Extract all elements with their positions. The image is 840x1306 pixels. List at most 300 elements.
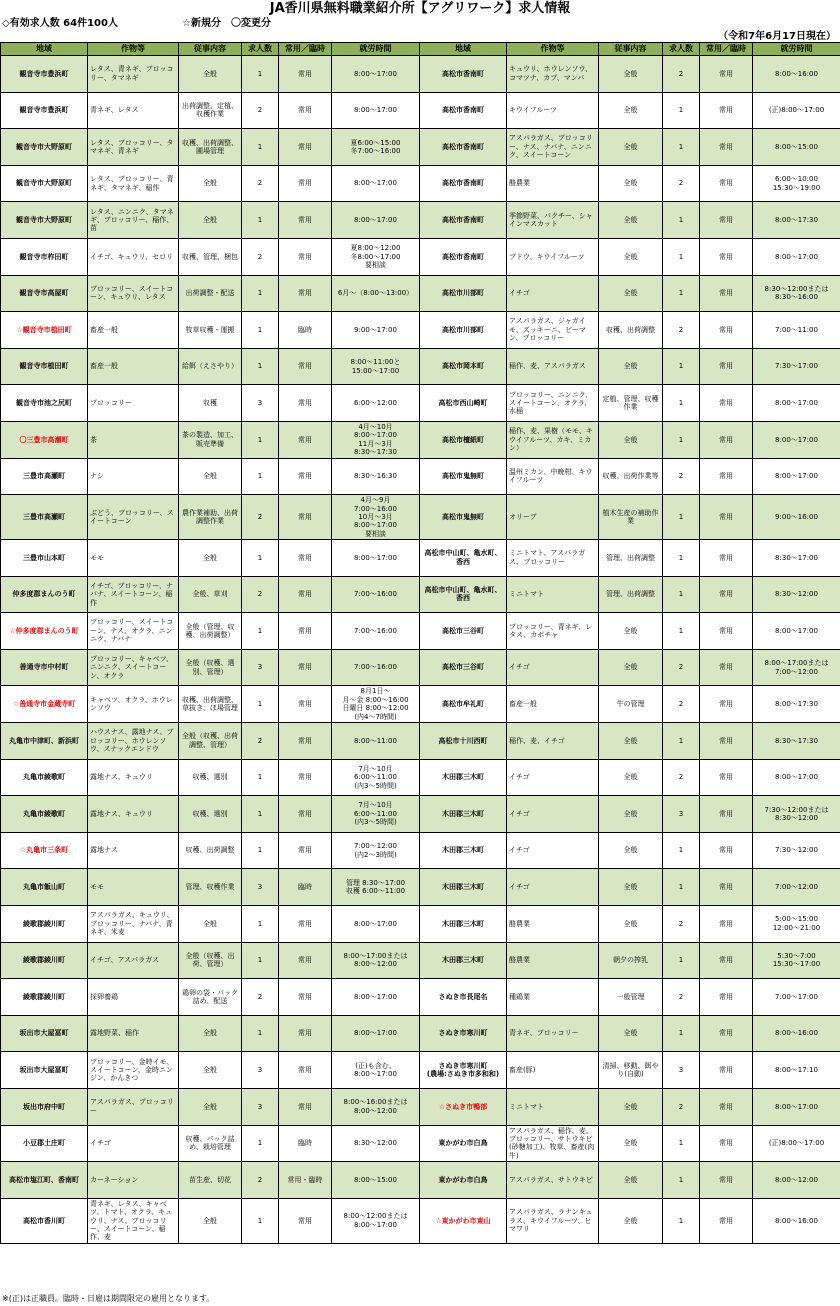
cell-area: ☆観音寺市植田町 — [1, 312, 88, 349]
cell-work: 全般 — [599, 649, 663, 686]
cell-work: 一般管理 — [599, 979, 663, 1016]
cell-area: 高松市香南町 — [420, 202, 507, 239]
cell-crop: アスパラガス、ブロッコリー — [88, 1088, 179, 1125]
cell-count: 1 — [663, 275, 700, 312]
table-row — [1, 238, 840, 275]
table-row — [1, 1015, 840, 1052]
cell-work: 全般 — [599, 202, 663, 239]
cell-count: 1 — [663, 348, 700, 385]
cell-area: 観音寺市柞田町 — [1, 238, 88, 275]
cell-count: 1 — [663, 869, 700, 906]
cell-type: 常用 — [700, 723, 753, 760]
cell-type: 常用 — [279, 942, 332, 979]
cell-hours: 8:30～16:30 — [332, 458, 420, 495]
cell-hours: 6:00～10:00 15:30～19:00 — [753, 165, 840, 202]
cell-count: 2 — [663, 1088, 700, 1125]
cell-type: 常用 — [279, 759, 332, 796]
table-row — [1, 649, 840, 686]
cell-hours: 8:00～17:00または 8:00～12:00 — [332, 942, 420, 979]
cell-work: 全般 — [599, 832, 663, 869]
table-row — [1, 979, 840, 1016]
cell-type: 常用 — [700, 56, 753, 93]
cell-type: 常用 — [700, 275, 753, 312]
cell-hours: 管理 8:30～17:00 収穫 6:00～11:00 — [332, 869, 420, 906]
cell-type: 常用 — [279, 613, 332, 650]
cell-area: 小豆郡土庄町 — [1, 1125, 88, 1162]
cell-area: さぬき市寒川町 — [420, 1015, 507, 1052]
cell-work: 農作業補助、出荷調整作業 — [179, 495, 242, 540]
cell-hours: 8:00～16:00 — [753, 1015, 840, 1052]
table-row — [1, 1088, 840, 1125]
cell-hours: 8:00～12:00または 8:00～17:00 — [332, 1198, 420, 1243]
cell-count: 2 — [242, 495, 279, 540]
cell-count: 1 — [663, 1162, 700, 1199]
cell-crop: ブロッコリー、スイートコーン、キュウリ、レタス — [88, 275, 179, 312]
cell-type: 常用 — [279, 1088, 332, 1125]
cell-work: 全般 — [599, 906, 663, 943]
cell-work: 全般 — [599, 129, 663, 166]
cell-type: 臨時 — [279, 869, 332, 906]
cell-type: 常用 — [700, 832, 753, 869]
cell-hours: 8:00～17:00 — [332, 979, 420, 1016]
cell-crop: ミニトマト — [507, 576, 599, 613]
cell-count: 1 — [242, 686, 279, 723]
cell-work: 全般、草刈 — [179, 576, 242, 613]
cell-hours: 7月～10月 6:00～11:00 (内3～5時間) — [332, 759, 420, 796]
cell-work: 収穫、選別 — [179, 796, 242, 833]
cell-hours: (正)も含む。 8:00～17:00 — [332, 1052, 420, 1089]
legend-marks: ☆新規分 〇変更分 — [182, 18, 271, 29]
cell-area: 観音寺市大野原町 — [1, 165, 88, 202]
cell-count: 1 — [242, 613, 279, 650]
cell-count: 1 — [242, 129, 279, 166]
cell-hours: 8:00～17:00 — [753, 458, 840, 495]
cell-crop: 畜産一般 — [88, 312, 179, 349]
cell-type: 常用 — [700, 649, 753, 686]
cell-area: 高松市岡本町 — [420, 348, 507, 385]
cell-crop: イチゴ — [507, 649, 599, 686]
cell-crop: 畜産(豚) — [507, 1052, 599, 1089]
table-row — [1, 458, 840, 495]
cell-type: 常用 — [700, 421, 753, 458]
cell-work: 牧草収穫・運搬 — [179, 312, 242, 349]
table-row — [1, 613, 840, 650]
cell-count: 2 — [663, 312, 700, 349]
cell-crop: アスパラガス、キュウリ、ブロッコリー、ナバナ、青ネギ、米麦 — [88, 906, 179, 943]
cell-count: 1 — [242, 202, 279, 239]
table-row — [1, 129, 840, 166]
cell-area: 坂出市大屋冨町 — [1, 1052, 88, 1089]
cell-work: 収穫、出荷調整 — [599, 312, 663, 349]
cell-area: 三豊市高瀬町 — [1, 458, 88, 495]
cell-hours: 8:00～17:10 — [753, 1052, 840, 1089]
as-of-date: （令和7年6月17日現在） — [718, 31, 836, 42]
cell-work: 出荷調整、定植、収穫作業 — [179, 92, 242, 129]
cell-crop: 季節野菜、パクチー、シャインマスカット — [507, 202, 599, 239]
cell-work: 全般 — [179, 1052, 242, 1089]
cell-area: 観音寺市植田町 — [1, 348, 88, 385]
header-hours-right: 就労時間 — [753, 43, 840, 56]
cell-crop: 採卵養鶏 — [88, 979, 179, 1016]
cell-area: ☆仲多度郡まんのう町 — [1, 613, 88, 650]
cell-work: 全般 — [179, 458, 242, 495]
cell-area: 高松市香南町 — [420, 165, 507, 202]
cell-crop: 稲作、麦、イチゴ — [507, 723, 599, 760]
cell-hours: 8:00～17:00 — [332, 165, 420, 202]
cell-type: 常用 — [279, 495, 332, 540]
cell-area: 観音寺市大野原町 — [1, 129, 88, 166]
cell-count: 2 — [663, 906, 700, 943]
cell-crop: ブロッコリー、スイートコーン、ナス、オクラ、ニンニク、ナバナ — [88, 613, 179, 650]
cell-type: 常用 — [700, 202, 753, 239]
cell-crop: レタス、ブロッコリー、青ネギ、タマネギ、稲作 — [88, 165, 179, 202]
table-row — [1, 56, 840, 93]
cell-type: 常用 — [700, 759, 753, 796]
cell-count: 1 — [663, 421, 700, 458]
cell-area: 観音寺市豊浜町 — [1, 56, 88, 93]
cell-area: 高松市三谷町 — [420, 649, 507, 686]
table-row — [1, 348, 840, 385]
cell-area: 観音寺市大野原町 — [1, 202, 88, 239]
cell-crop: アスパラガス、ジャガイモ、ズッキーニ、ピーマン、ブロッコリー — [507, 312, 599, 349]
cell-area: 坂出市大屋冨町 — [1, 1015, 88, 1052]
cell-crop: アスパラガス、サトウキビ — [507, 1162, 599, 1199]
cell-hours: 8:00～11:00と 15:00～17:00 — [332, 348, 420, 385]
cell-type: 常用 — [279, 649, 332, 686]
cell-count: 1 — [663, 92, 700, 129]
cell-crop: 酪農業 — [507, 906, 599, 943]
header-count-left: 求人数 — [242, 43, 279, 56]
cell-area: 高松市西山崎町 — [420, 385, 507, 422]
cell-hours: 8:00～17:00 — [753, 421, 840, 458]
cell-type: 常用 — [279, 165, 332, 202]
cell-area: 木田郡三木町 — [420, 906, 507, 943]
cell-work: 全般 — [599, 238, 663, 275]
cell-crop: レタス、ブロッコリー、タマネギ、青ネギ — [88, 129, 179, 166]
cell-type: 常用 — [700, 92, 753, 129]
table-row — [1, 1125, 840, 1162]
cell-crop: モモ — [88, 540, 179, 577]
cell-type: 常用 — [279, 385, 332, 422]
cell-work: 苗生産、切花 — [179, 1162, 242, 1199]
cell-area: 高松市香南町 — [420, 56, 507, 93]
cell-hours: 8:00～17:00 — [332, 540, 420, 577]
cell-crop: 青ネギ、レタス、キャベツ、トマト、オクラ、キュウリ、ナス、ブロッコリー、スイートコーン、稲作、麦 — [88, 1198, 179, 1243]
header-type-left: 常用／臨時 — [279, 43, 332, 56]
cell-hours: 9:00～17:00 — [332, 312, 420, 349]
cell-hours: 8:00～11:00 — [332, 723, 420, 760]
cell-crop: イチゴ — [507, 869, 599, 906]
cell-count: 1 — [663, 576, 700, 613]
cell-count: 3 — [663, 796, 700, 833]
cell-area: 三豊市高瀬町 — [1, 495, 88, 540]
cell-work: 管理、出荷調整 — [599, 576, 663, 613]
cell-count: 1 — [242, 421, 279, 458]
cell-work: 全般（管理、収穫、出荷調整） — [179, 613, 242, 650]
cell-area: 丸亀市綾歌町 — [1, 759, 88, 796]
cell-hours: (正)8:00～17:00 — [753, 1125, 840, 1162]
cell-area: ☆丸亀市三条町 — [1, 832, 88, 869]
cell-count: 1 — [663, 942, 700, 979]
cell-work: 全般（収穫、出荷調整、管理） — [179, 723, 242, 760]
cell-hours: 8月1日～ 月～金 8:00～16:00 日曜日 8:00～12:00 (内4～7時間) — [332, 686, 420, 723]
cell-crop: 露地ナス、キュウリ — [88, 796, 179, 833]
cell-hours: 8:30～12:00 — [332, 1125, 420, 1162]
cell-crop: イチゴ、アスパラガス — [88, 942, 179, 979]
cell-type: 常用 — [700, 796, 753, 833]
cell-hours: 8:00～17:00 — [753, 613, 840, 650]
cell-hours: 8:00～17:30 — [753, 686, 840, 723]
cell-work: 全般 — [599, 1088, 663, 1125]
cell-work: 収穫、パック詰め、栽培管理 — [179, 1125, 242, 1162]
cell-count: 2 — [242, 92, 279, 129]
cell-area: 高松市十川西町 — [420, 723, 507, 760]
cell-crop: イチゴ — [507, 275, 599, 312]
cell-crop: ブロッコリー — [88, 385, 179, 422]
cell-hours: 9:00～16:00 — [753, 495, 840, 540]
cell-crop: イチゴ — [507, 832, 599, 869]
cell-work: 全般（収穫、選別、管理） — [179, 649, 242, 686]
cell-area: 高松市香南町 — [420, 129, 507, 166]
header-work-left: 従事内容 — [179, 43, 242, 56]
cell-hours: 4月～9月 7:00～16:00 10月～3月 8:00～17:00 要相談 — [332, 495, 420, 540]
cell-area: 高松市鬼無町 — [420, 458, 507, 495]
cell-count: 1 — [663, 129, 700, 166]
cell-work: 全般 — [599, 613, 663, 650]
cell-type: 常用 — [700, 1162, 753, 1199]
cell-type: 常用 — [279, 686, 332, 723]
cell-work: 全般 — [179, 56, 242, 93]
table-row — [1, 832, 840, 869]
cell-hours: 7:00～11:00 — [753, 312, 840, 349]
cell-count: 1 — [242, 458, 279, 495]
cell-crop: ブドウ、キウイフルーツ — [507, 238, 599, 275]
cell-work: 茶の製造、加工、販売準備 — [179, 421, 242, 458]
cell-type: 常用 — [700, 385, 753, 422]
cell-area: 木田郡三木町 — [420, 796, 507, 833]
cell-crop: ハウスナス、露地ナス、ブロッコリー、ホウレンソウ、スナックエンドウ — [88, 723, 179, 760]
cell-count: 1 — [242, 348, 279, 385]
cell-work: 牛の管理 — [599, 686, 663, 723]
cell-count: 3 — [663, 1052, 700, 1089]
cell-work: 全般 — [599, 1198, 663, 1243]
table-row — [1, 540, 840, 577]
cell-work: 全般 — [599, 759, 663, 796]
table-row — [1, 495, 840, 540]
cell-type: 常用・臨時 — [279, 1162, 332, 1199]
cell-hours: 8:00～17:30 — [753, 202, 840, 239]
cell-crop: イチゴ — [507, 796, 599, 833]
cell-area: 木田郡三木町 — [420, 759, 507, 796]
cell-work: 管理、収穫作業 — [179, 869, 242, 906]
cell-work: 全般 — [179, 165, 242, 202]
table-row — [1, 1052, 840, 1089]
active-job-count: ◇有効求人数 64件100人 — [2, 18, 118, 29]
cell-crop: 青ネギ、レタス — [88, 92, 179, 129]
cell-type: 常用 — [279, 458, 332, 495]
cell-crop: 畜産一般 — [507, 686, 599, 723]
cell-crop: アスパラガス、ブロッコリー、ナス、ナバナ、ニンニク、スイートコーン — [507, 129, 599, 166]
cell-type: 常用 — [279, 1198, 332, 1243]
cell-area: ☆東かがわ市東山 — [420, 1198, 507, 1243]
cell-crop: ミニトマト — [507, 1088, 599, 1125]
header-area-right: 地域 — [420, 43, 507, 56]
header-area-left: 地域 — [1, 43, 88, 56]
table-row — [1, 202, 840, 239]
cell-hours: 5:00～15:00 12:00～21:00 — [753, 906, 840, 943]
cell-count: 1 — [663, 1125, 700, 1162]
cell-count: 1 — [663, 202, 700, 239]
cell-crop: イチゴ — [88, 1125, 179, 1162]
cell-crop: 温州ミカン、中晩柑、キウイフルーツ — [507, 458, 599, 495]
table-row — [1, 421, 840, 458]
cell-crop: イチゴ、ブロッコリー、ナバナ、スイートコーン、稲作 — [88, 576, 179, 613]
cell-area: 坂出市府中町 — [1, 1088, 88, 1125]
header-type-right: 常用／臨時 — [700, 43, 753, 56]
cell-work: 収穫、出荷調整、圃場管理 — [179, 129, 242, 166]
cell-hours: 8:30～12:00 — [753, 576, 840, 613]
cell-hours: 8:30～12:00または 8:30～16:00 — [753, 275, 840, 312]
table-row — [1, 906, 840, 943]
cell-area: 木田郡三木町 — [420, 869, 507, 906]
cell-area: 高松市香川町 — [1, 1198, 88, 1243]
cell-count: 2 — [663, 759, 700, 796]
cell-count: 1 — [242, 540, 279, 577]
cell-count: 3 — [242, 1088, 279, 1125]
cell-hours: 7:30～12:00 — [753, 832, 840, 869]
cell-count: 2 — [242, 238, 279, 275]
cell-count: 1 — [242, 56, 279, 93]
cell-hours: 8:00～16:00 — [753, 1198, 840, 1243]
cell-type: 常用 — [279, 129, 332, 166]
table-row — [1, 942, 840, 979]
cell-type: 臨時 — [279, 1125, 332, 1162]
cell-crop: キュウリ、ホウレンソウ、コマツナ、カブ、マンバ — [507, 56, 599, 93]
cell-crop: 酪農業 — [507, 942, 599, 979]
cell-type: 常用 — [279, 1052, 332, 1089]
cell-type: 常用 — [700, 979, 753, 1016]
cell-count: 1 — [663, 238, 700, 275]
cell-work: 全般 — [599, 275, 663, 312]
cell-work: 全般 — [179, 906, 242, 943]
table-row — [1, 1162, 840, 1199]
cell-crop: ブロッコリー、青ネギ、レタス、カボチャ — [507, 613, 599, 650]
cell-count: 2 — [663, 979, 700, 1016]
cell-work: 給餌（えさやり） — [179, 348, 242, 385]
page-title: JA香川県無料職業紹介所【アグリワーク】求人情報 — [269, 1, 571, 16]
cell-type: 常用 — [700, 348, 753, 385]
cell-work: 植木生産の補助作業 — [599, 495, 663, 540]
cell-hours: 8:00～17:00 — [332, 1015, 420, 1052]
cell-crop: オリーブ — [507, 495, 599, 540]
cell-type: 常用 — [700, 312, 753, 349]
cell-crop: 種鶏業 — [507, 979, 599, 1016]
cell-hours: 夏8:00～12:00 冬8:00～17:00 要相談 — [332, 238, 420, 275]
cell-work: 全般 — [599, 1015, 663, 1052]
table-row — [1, 312, 840, 349]
cell-crop: 稲作、麦、果樹（モモ、キウイフルーツ、カキ、ミカン） — [507, 421, 599, 458]
cell-hours: 8:00～12:00 — [753, 1162, 840, 1199]
cell-crop: レタス、青ネギ、ブロッコリー、タマネギ — [88, 56, 179, 93]
table-row — [1, 796, 840, 833]
cell-type: 常用 — [279, 56, 332, 93]
header-hours-left: 就労時間 — [332, 43, 420, 56]
table-row — [1, 165, 840, 202]
cell-type: 常用 — [279, 540, 332, 577]
cell-hours: 7:00～16:00 — [332, 649, 420, 686]
cell-area: 善通寺市中村町 — [1, 649, 88, 686]
cell-work: 収穫、出荷調整 — [179, 832, 242, 869]
cell-hours: 8:00～15:00 — [332, 1162, 420, 1199]
cell-hours: 8:00～17:00または 7:00～12:00 — [753, 649, 840, 686]
cell-type: 常用 — [279, 238, 332, 275]
table-row — [1, 759, 840, 796]
cell-area: 高松市三谷町 — [420, 613, 507, 650]
cell-work: 全般 — [599, 165, 663, 202]
cell-work: 収穫、管理、梱包 — [179, 238, 242, 275]
cell-count: 2 — [242, 723, 279, 760]
cell-work: 全般 — [179, 1015, 242, 1052]
cell-count: 2 — [663, 56, 700, 93]
cell-type: 常用 — [700, 1015, 753, 1052]
cell-count: 1 — [663, 385, 700, 422]
cell-hours: 8:00～17:00 — [753, 238, 840, 275]
cell-type: 常用 — [700, 238, 753, 275]
header-crop-left: 作物等 — [88, 43, 179, 56]
cell-type: 常用 — [700, 1088, 753, 1125]
cell-hours: 8:00～17:00 — [753, 385, 840, 422]
cell-hours: 7:30～17:00 — [753, 348, 840, 385]
cell-crop: アスパラガス、稲作、麦、ブロッコリー、サトウキビ(砂糖加工)、牧草、畜産(肉牛) — [507, 1125, 599, 1162]
cell-work: 全般 — [599, 869, 663, 906]
header-work-right: 従事内容 — [599, 43, 663, 56]
cell-count: 2 — [663, 686, 700, 723]
cell-area: 観音寺市高屋町 — [1, 275, 88, 312]
table-row — [1, 686, 840, 723]
table-row — [1, 385, 840, 422]
cell-hours: 6:00～12:00 — [332, 385, 420, 422]
cell-hours: 8:30～17:00 — [753, 540, 840, 577]
cell-count: 3 — [242, 869, 279, 906]
cell-hours: 夏6:00～15:00 冬7:00～16:00 — [332, 129, 420, 166]
cell-work: 収穫、出荷作業等 — [599, 458, 663, 495]
cell-count: 3 — [242, 1052, 279, 1089]
cell-work: 定植、管理、収穫作業 — [599, 385, 663, 422]
cell-type: 常用 — [700, 686, 753, 723]
cell-type: 常用 — [700, 942, 753, 979]
cell-area: ☆善通寺市金蔵寺町 — [1, 686, 88, 723]
cell-work: 全般 — [179, 202, 242, 239]
cell-count: 2 — [242, 979, 279, 1016]
cell-type: 常用 — [700, 540, 753, 577]
cell-count: 1 — [242, 1198, 279, 1243]
cell-type: 常用 — [279, 275, 332, 312]
cell-count: 2 — [242, 165, 279, 202]
cell-count: 1 — [242, 312, 279, 349]
cell-count: 1 — [242, 796, 279, 833]
cell-type: 常用 — [279, 906, 332, 943]
cell-area: 丸亀市中津町、新浜町 — [1, 723, 88, 760]
cell-hours: 8:00～16:00または 8:00～12:00 — [332, 1088, 420, 1125]
cell-area: 高松市鬼無町 — [420, 495, 507, 540]
cell-work: 全般 — [599, 723, 663, 760]
cell-type: 常用 — [279, 832, 332, 869]
cell-count: 1 — [663, 613, 700, 650]
cell-crop: ブロッコリー、ニンニク、スイートコーン、オクラ、水稲 — [507, 385, 599, 422]
table-row — [1, 92, 840, 129]
cell-crop: 酪農業 — [507, 165, 599, 202]
cell-type: 臨時 — [279, 312, 332, 349]
